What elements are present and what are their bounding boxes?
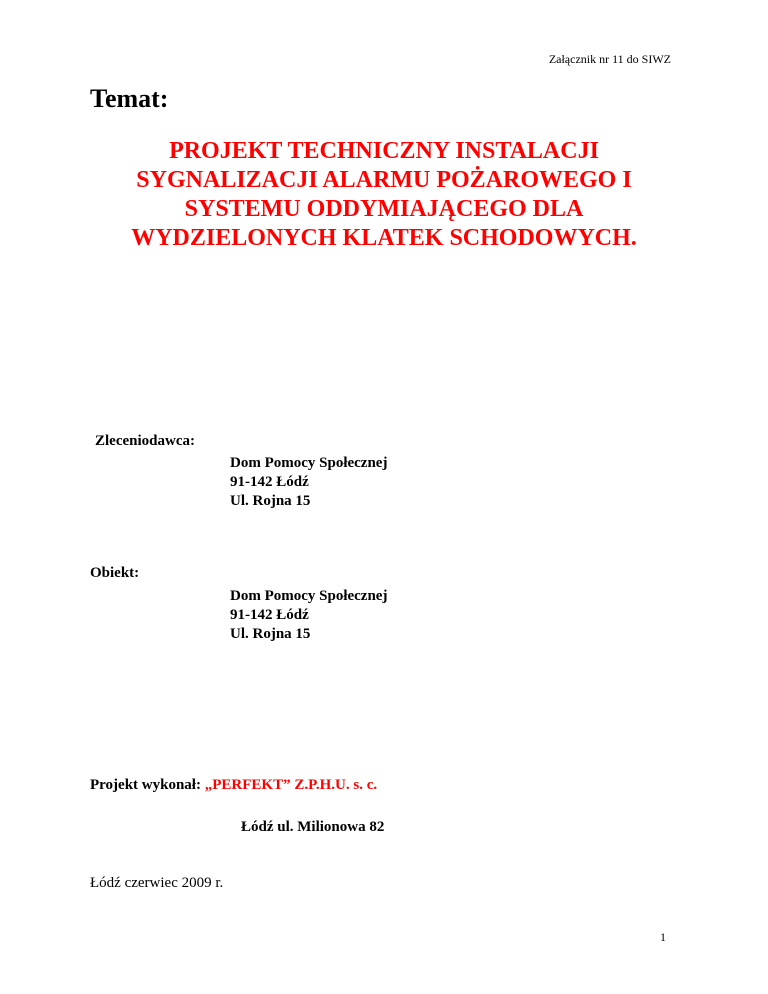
object-address [230,587,387,644]
object-address-line: Ul. Rojna 15 [230,626,311,642]
attachment-note: Załącznik nr 11 do SIWZ [548,52,671,66]
document-title [0,137,768,253]
place-and-date: Łódź czerwiec 2009 r. [90,875,224,891]
title-line: SYGNALIZACJI ALARMU POŻAROWEGO I [136,167,632,193]
contractor-address: Łódź ul. Milionowa 82 [241,819,385,835]
object-address-line: 91-142 Łódź [230,607,309,623]
title-line: WYDZIELONYCH KLATEK SCHODOWYCH. [131,225,637,251]
topic-label: Temat: [90,84,169,113]
client-address-line: Ul. Rojna 15 [230,493,311,509]
client-label: Zleceniodawca: [95,433,195,449]
client-address [230,454,387,511]
contractor-name: „PERFEKT” Z.P.H.U. s. c. [204,777,378,793]
contractor-label: Projekt wykonał: [90,777,201,793]
object-label: Obiekt: [90,565,140,581]
object-address-line: Dom Pomocy Społecznej [230,588,388,604]
title-line: SYSTEMU ODDYMIAJĄCEGO DLA [184,196,584,222]
client-address-line: 91-142 Łódź [230,474,309,490]
contractor-line [90,777,377,794]
page-number: 1 [660,930,666,944]
title-line: PROJEKT TECHNICZNY INSTALACJI [169,138,599,164]
client-address-line: Dom Pomocy Społecznej [230,455,388,471]
